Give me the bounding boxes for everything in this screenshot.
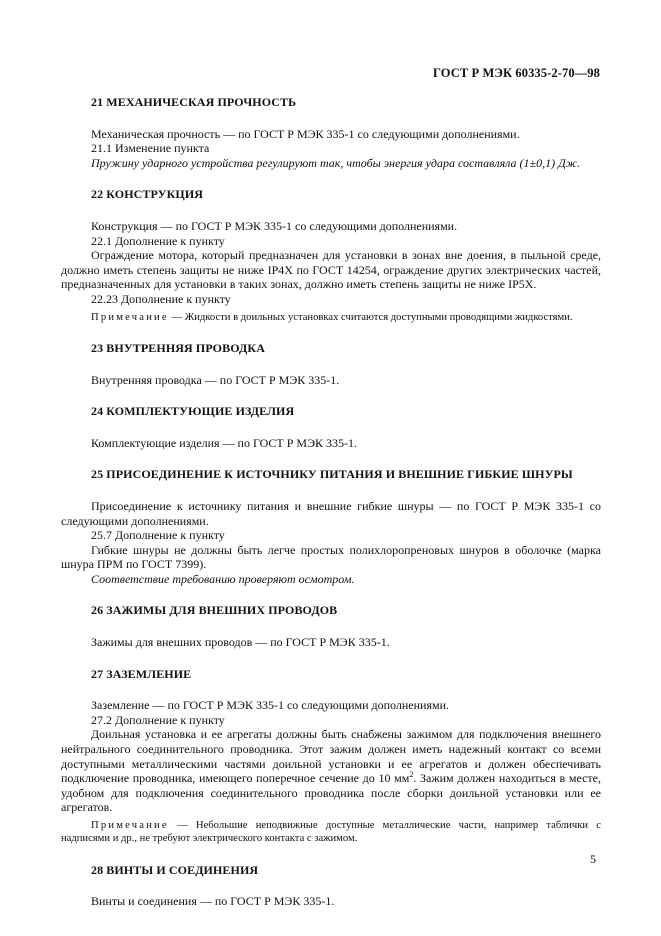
section-24: [61, 404, 601, 450]
paragraph: Присоединение к источнику питания и внешние гибкие шнуры — по ГОСТ Р МЭК 335-1 со следующими дополнениями.: [61, 498, 601, 528]
paragraph: Винты и соединения — по ГОСТ Р МЭК 335-1.: [91, 894, 335, 909]
section-27: [61, 667, 601, 846]
section-28: [61, 863, 601, 909]
clause-heading: 21.1 Изменение пункта: [91, 141, 210, 156]
note-text: — Жидкости в доильных установках считаются доступными проводящими жидкостями.: [168, 311, 573, 323]
section-title: 27 ЗАЗЕМЛЕНИЕ: [91, 666, 192, 681]
section-title: 28 ВИНТЫ И СОЕДИНЕНИЯ: [91, 862, 259, 877]
note-label: Примечание: [91, 820, 169, 831]
section-22: [61, 187, 601, 324]
document-body: [61, 95, 601, 909]
section-title: 24 КОМПЛЕКТУЮЩИЕ ИЗДЕЛИЯ: [91, 404, 295, 419]
paragraph: Комплектующие изделия — по ГОСТ Р МЭК 335-1.: [91, 435, 357, 450]
paragraph-part: . Зажим должен находиться в месте, удобном для подключения соединительного проводника после сборки доильной установки или ее агрегатов.: [61, 771, 601, 815]
note-text: — Небольшие неподвижные доступные металлические части, например таблички с надписями и др., не требуют электрического контакта с зажимом.: [61, 820, 601, 845]
paragraph: Конструкция — по ГОСТ Р МЭК 335-1 со следующими дополнениями.: [91, 218, 458, 233]
paragraph: Ограждение мотора, который предназначен для установки в зонах вне доения, в пыльной среде, должно иметь степень защиты не ниже IP4X по ГОСТ 14254, ограждение других электрических частей, предназначенных для установки в таких зонах, должно иметь степень защиты не ниже IP5X.: [61, 248, 601, 292]
paragraph: Соответствие требованию проверяют осмотром.: [91, 571, 355, 586]
superscript: 2: [409, 770, 414, 780]
clause-heading: 27.2 Дополнение к пункту: [91, 712, 225, 727]
section-title: 26 ЗАЖИМЫ ДЛЯ ВНЕШНИХ ПРОВОДОВ: [91, 603, 338, 618]
section-title: 23 ВНУТРЕННЯЯ ПРОВОДКА: [91, 340, 265, 355]
paragraph: Механическая прочность — по ГОСТ Р МЭК 335-1 со следующими дополнениями.: [91, 126, 520, 141]
paragraph: Заземление — по ГОСТ Р МЭК 335-1 со следующими дополнениями.: [91, 698, 449, 713]
paragraph: Гибкие шнуры не должны быть легче простых полихлоропреновых шнуров в оболочке (марка шнура ПРМ по ГОСТ 7399).: [61, 542, 601, 572]
clause-heading: 22.23 Дополнение к пункту: [91, 291, 231, 306]
paragraph: [61, 727, 601, 815]
section-25: [61, 467, 601, 586]
section-26: [61, 603, 601, 649]
paragraph: Пружину ударного устройства регулируют так, чтобы энергия удара составляла (1±0,1) Дж.: [91, 155, 580, 170]
note: [61, 819, 601, 846]
clause-heading: 22.1 Дополнение к пункту: [91, 233, 225, 248]
note: [61, 311, 601, 324]
section-23: [61, 341, 601, 387]
clause-heading: 25.7 Дополнение к пункту: [91, 528, 225, 543]
paragraph: Зажимы для внешних проводов — по ГОСТ Р МЭК 335-1.: [91, 635, 390, 650]
note-label: Примечание: [91, 311, 169, 323]
section-title: 25 ПРИСОЕДИНЕНИЕ К ИСТОЧНИКУ ПИТАНИЯ И ВНЕШНИЕ ГИБКИЕ ШНУРЫ: [91, 467, 573, 482]
document-header: ГОСТ Р МЭК 60335-2-70—98: [433, 66, 600, 80]
page-number: 5: [590, 852, 596, 866]
section-title: 22 КОНСТРУКЦИЯ: [91, 187, 204, 202]
section-title: 21 МЕХАНИЧЕСКАЯ ПРОЧНОСТЬ: [91, 95, 297, 109]
paragraph: Внутренняя проводка — по ГОСТ Р МЭК 335-1.: [91, 372, 340, 387]
section-21: [61, 95, 601, 170]
paragraph-part: Доильная установка и ее агрегаты должны быть снабжены зажимом для подключения внешнего нейтрального соединительного проводника. Этот зажим должен иметь надежный контакт со всеми доступными металлическими частями доильной установки и ее агрегатов и должен обеспечивать подключение проводника, имеющего поперечное сечение до 10 мм: [61, 727, 601, 786]
